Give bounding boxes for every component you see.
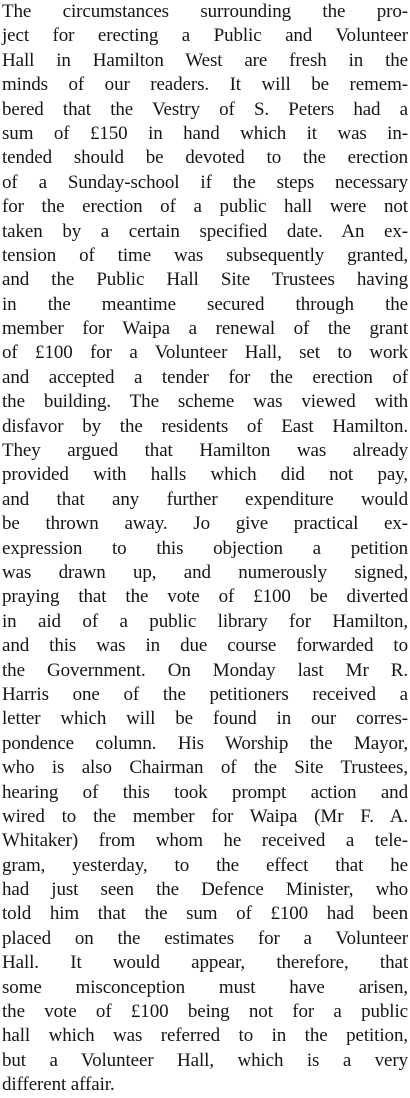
article-line: Whitaker) from whom he received a tele- — [2, 830, 408, 852]
article-line: Hall. It would appear, therefore, that — [2, 952, 408, 974]
article-line: for the erection of a public hall were not — [2, 196, 408, 218]
article-line: be thrown away. Jo give practical ex- — [2, 513, 408, 535]
article-line: and this was in due course forwarded to — [2, 635, 408, 657]
article-line: wired to the member for Waipa (Mr F. A. — [2, 805, 408, 827]
article-line: pondence column. His Worship the Mayor, — [2, 732, 408, 754]
article-line: tended should be devoted to the erection — [2, 147, 408, 169]
article-line: expression to this objection a petition — [2, 537, 408, 559]
article-line: tension of time was subsequently granted, — [2, 244, 408, 266]
article-line: and the Public Hall Site Trustees having — [2, 269, 408, 291]
article-line: provided with halls which did not pay, — [2, 464, 408, 486]
article-line: The circumstances surrounding the pro- — [2, 1, 408, 22]
article-line: minds of our readers. It will be remem- — [2, 74, 408, 96]
article-line: hearing of this took prompt action and — [2, 781, 408, 803]
article-line: and that any further expenditure would — [2, 488, 408, 510]
article-line: who is also Chairman of the Site Trustees, — [2, 757, 408, 779]
article-line: and accepted a tender for the erection of — [2, 366, 408, 388]
article-line: placed on the estimates for a Volunteer — [2, 927, 408, 949]
article-line: different affair. — [2, 1074, 115, 1096]
article-line: Harris one of the petitioners received a — [2, 683, 408, 705]
article-line: taken by a certain specified date. An ex- — [2, 220, 408, 242]
article-line: letter which will be found in our corres- — [2, 708, 408, 730]
article-line: told him that the sum of £100 had been — [2, 903, 408, 925]
article-line: Hall in Hamilton West are fresh in the — [2, 49, 408, 71]
article-line: was drawn up, and numerously signed, — [2, 561, 408, 583]
article-line: of £100 for a Volunteer Hall, set to work — [2, 342, 408, 364]
article-line: hall which was referred to in the petition, — [2, 1025, 408, 1047]
article-line: bered that the Vestry of S. Peters had a — [2, 98, 408, 120]
article-line: in the meantime secured through the — [2, 293, 408, 315]
article-line: in aid of a public library for Hamilton, — [2, 610, 408, 632]
article-line: the building. The scheme was viewed with — [2, 391, 408, 413]
article-line: praying that the vote of £100 be diverted — [2, 586, 408, 608]
article-line: the vote of £100 being not for a public — [2, 1001, 408, 1023]
article-line: member for Waipa a renewal of the grant — [2, 318, 408, 340]
article-line: some misconception must have arisen, — [2, 976, 408, 998]
article-line: They argued that Hamilton was already — [2, 440, 408, 462]
article-line: ject for erecting a Public and Volunteer — [2, 25, 408, 47]
article-line: disfavor by the residents of East Hamilton. — [2, 415, 408, 437]
article-line: the Government. On Monday last Mr R. — [2, 659, 408, 681]
article-line: sum of £150 in hand which it was in- — [2, 122, 408, 144]
article-line: gram, yesterday, to the effect that he — [2, 854, 408, 876]
article-line: of a Sunday-school if the steps necessary — [2, 171, 408, 193]
article-line: but a Volunteer Hall, which is a very — [2, 1049, 408, 1071]
article-line: had just seen the Defence Minister, who — [2, 879, 408, 901]
